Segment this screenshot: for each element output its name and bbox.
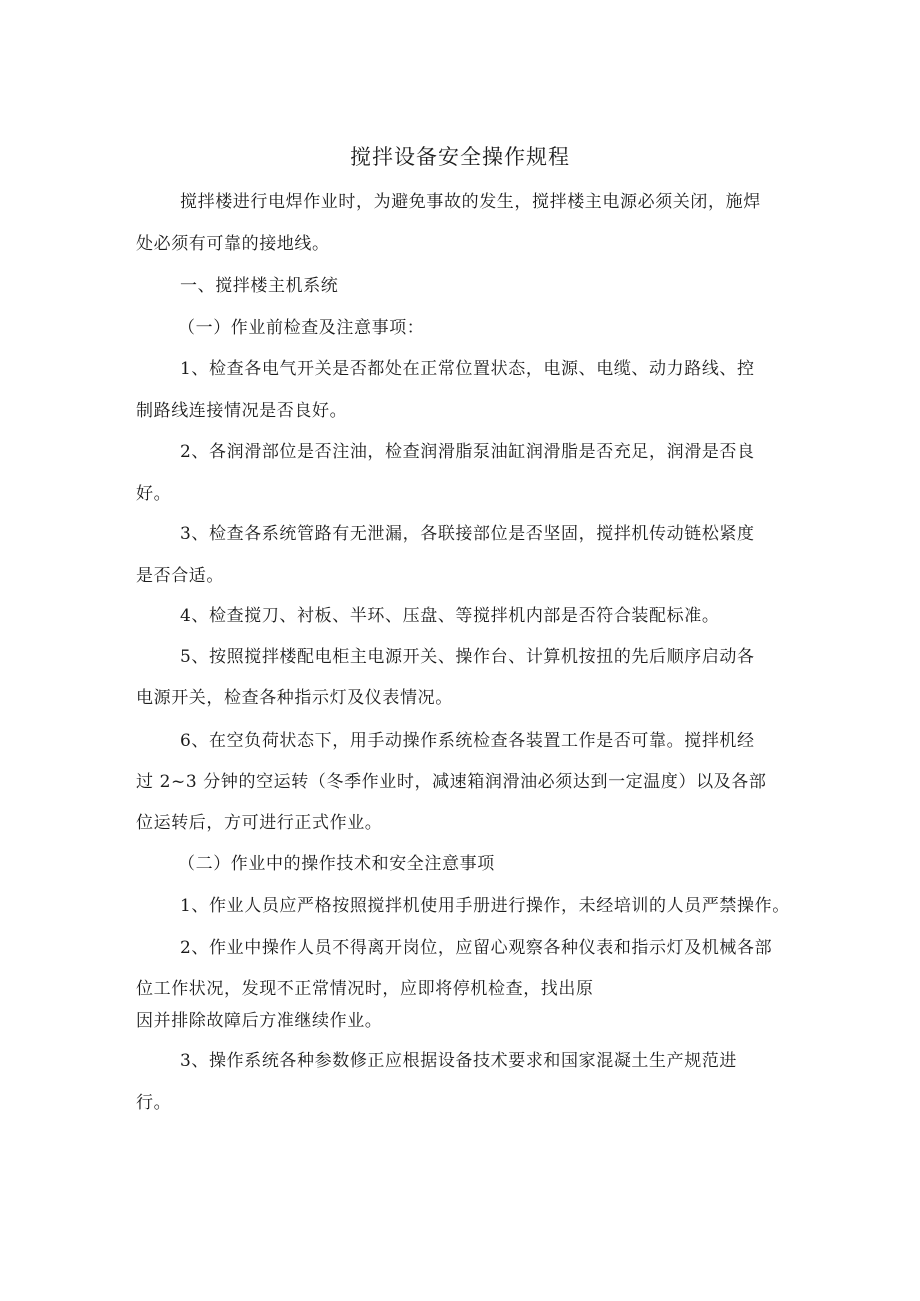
paragraph-line: 3、检查各系统管路有无泄漏，各联接部位是否坚固，搅拌机传动链松紧度 [180, 524, 755, 544]
paragraph-line: 位工作状况，发现不正常情况时，应即将停机检查，找出原 [136, 979, 594, 999]
paragraph-line: 处必须有可靠的接地线。 [136, 234, 330, 254]
paragraph-line: 2、各润滑部位是否注油，检查润滑脂泵油缸润滑脂是否充足，润滑是否良 [180, 442, 755, 462]
paragraph-line: 电源开关，检查各种指示灯及仪表情况。 [136, 688, 453, 708]
paragraph-line: 行。 [136, 1093, 172, 1113]
paragraph-line: 位运转后，方可进行正式作业。 [136, 813, 383, 833]
paragraph-line: 3、操作系统各种参数修正应根据设备技术要求和国家混凝土生产规范进 [180, 1051, 738, 1071]
paragraph-line: 5、按照搅拌楼配电柜主电源开关、操作台、计算机按扭的先后顺序启动各 [180, 647, 755, 667]
paragraph-line: 好。 [136, 484, 172, 504]
paragraph-line: 过 2~3 分钟的空运转（冬季作业时，减速箱润滑油必须达到一定温度）以及各部 [136, 772, 767, 792]
paragraph-line: 因并排除故障后方准继续作业。 [136, 1011, 383, 1031]
paragraph-line: 制路线连接情况是否良好。 [136, 401, 348, 421]
paragraph-line: 1、作业人员应严格按照搅拌机使用手册进行操作，未经培训的人员严禁操作。 [180, 896, 790, 916]
paragraph-line: 4、检查搅刀、衬板、半环、压盘、等搅拌机内部是否符合装配标准。 [180, 606, 720, 626]
paragraph-line: 1、检查各电气开关是否都处在正常位置状态，电源、电缆、动力路线、控 [180, 359, 755, 379]
paragraph-line: 搅拌楼进行电焊作业时，为避免事故的发生，搅拌楼主电源必须关闭，施焊 [180, 192, 761, 212]
subsection-heading: （一）作业前检查及注意事项： [178, 318, 425, 338]
subsection-heading: （二）作业中的操作技术和安全注意事项 [178, 854, 495, 874]
paragraph-line: 是否合适。 [136, 566, 224, 586]
paragraph-line: 6、在空负荷状态下，用手动操作系统检查各装置工作是否可靠。搅拌机经 [180, 731, 755, 751]
paragraph-line: 2、作业中操作人员不得离开岗位，应留心观察各种仪表和指示灯及机械各部 [180, 938, 773, 958]
section-heading: 一、搅拌楼主机系统 [180, 276, 339, 296]
document-title: 搅拌设备安全操作规程 [350, 145, 570, 169]
